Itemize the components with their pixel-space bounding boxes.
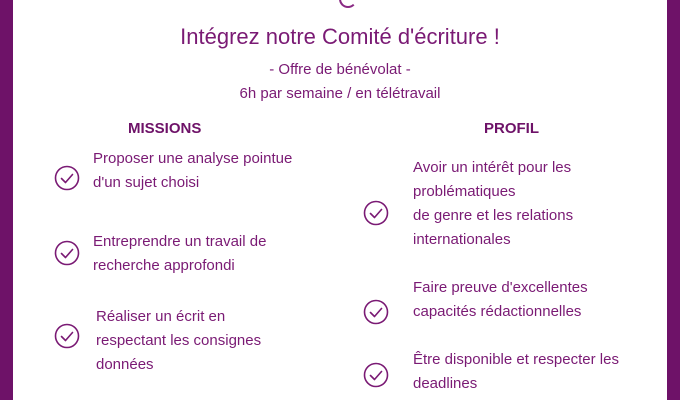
profil-heading: PROFIL (484, 120, 539, 137)
check-circle-icon (363, 200, 389, 226)
check-circle-icon (363, 362, 389, 388)
logo-icon (339, 0, 357, 8)
profil-item: Avoir un intérêt pour les problématiques de genre et les relations internationales (413, 159, 574, 248)
check-circle-icon (54, 240, 80, 266)
check-circle-icon (54, 165, 80, 191)
profil-item: Être disponible et respecter les deadlines (413, 351, 619, 392)
profil-item: Faire preuve d'excellentes capacités rédactionnelles (413, 279, 588, 320)
missions-heading: MISSIONS (128, 120, 202, 137)
mission-item: Proposer une analyse pointue d'un sujet choisi (93, 150, 293, 191)
offer-type: - Offre de bénévolat - (269, 61, 411, 78)
mission-item: Entreprendre un travail de recherche approfondi (93, 233, 267, 274)
check-circle-icon (363, 299, 389, 325)
mission-item: Réaliser un écrit en respectant les consignes données (96, 308, 262, 373)
check-circle-icon (54, 323, 80, 349)
page-title: Intégrez notre Comité d'écriture ! (180, 24, 500, 49)
schedule-info: 6h par semaine / en télétravail (239, 85, 441, 102)
job-offer-card (13, 0, 667, 400)
